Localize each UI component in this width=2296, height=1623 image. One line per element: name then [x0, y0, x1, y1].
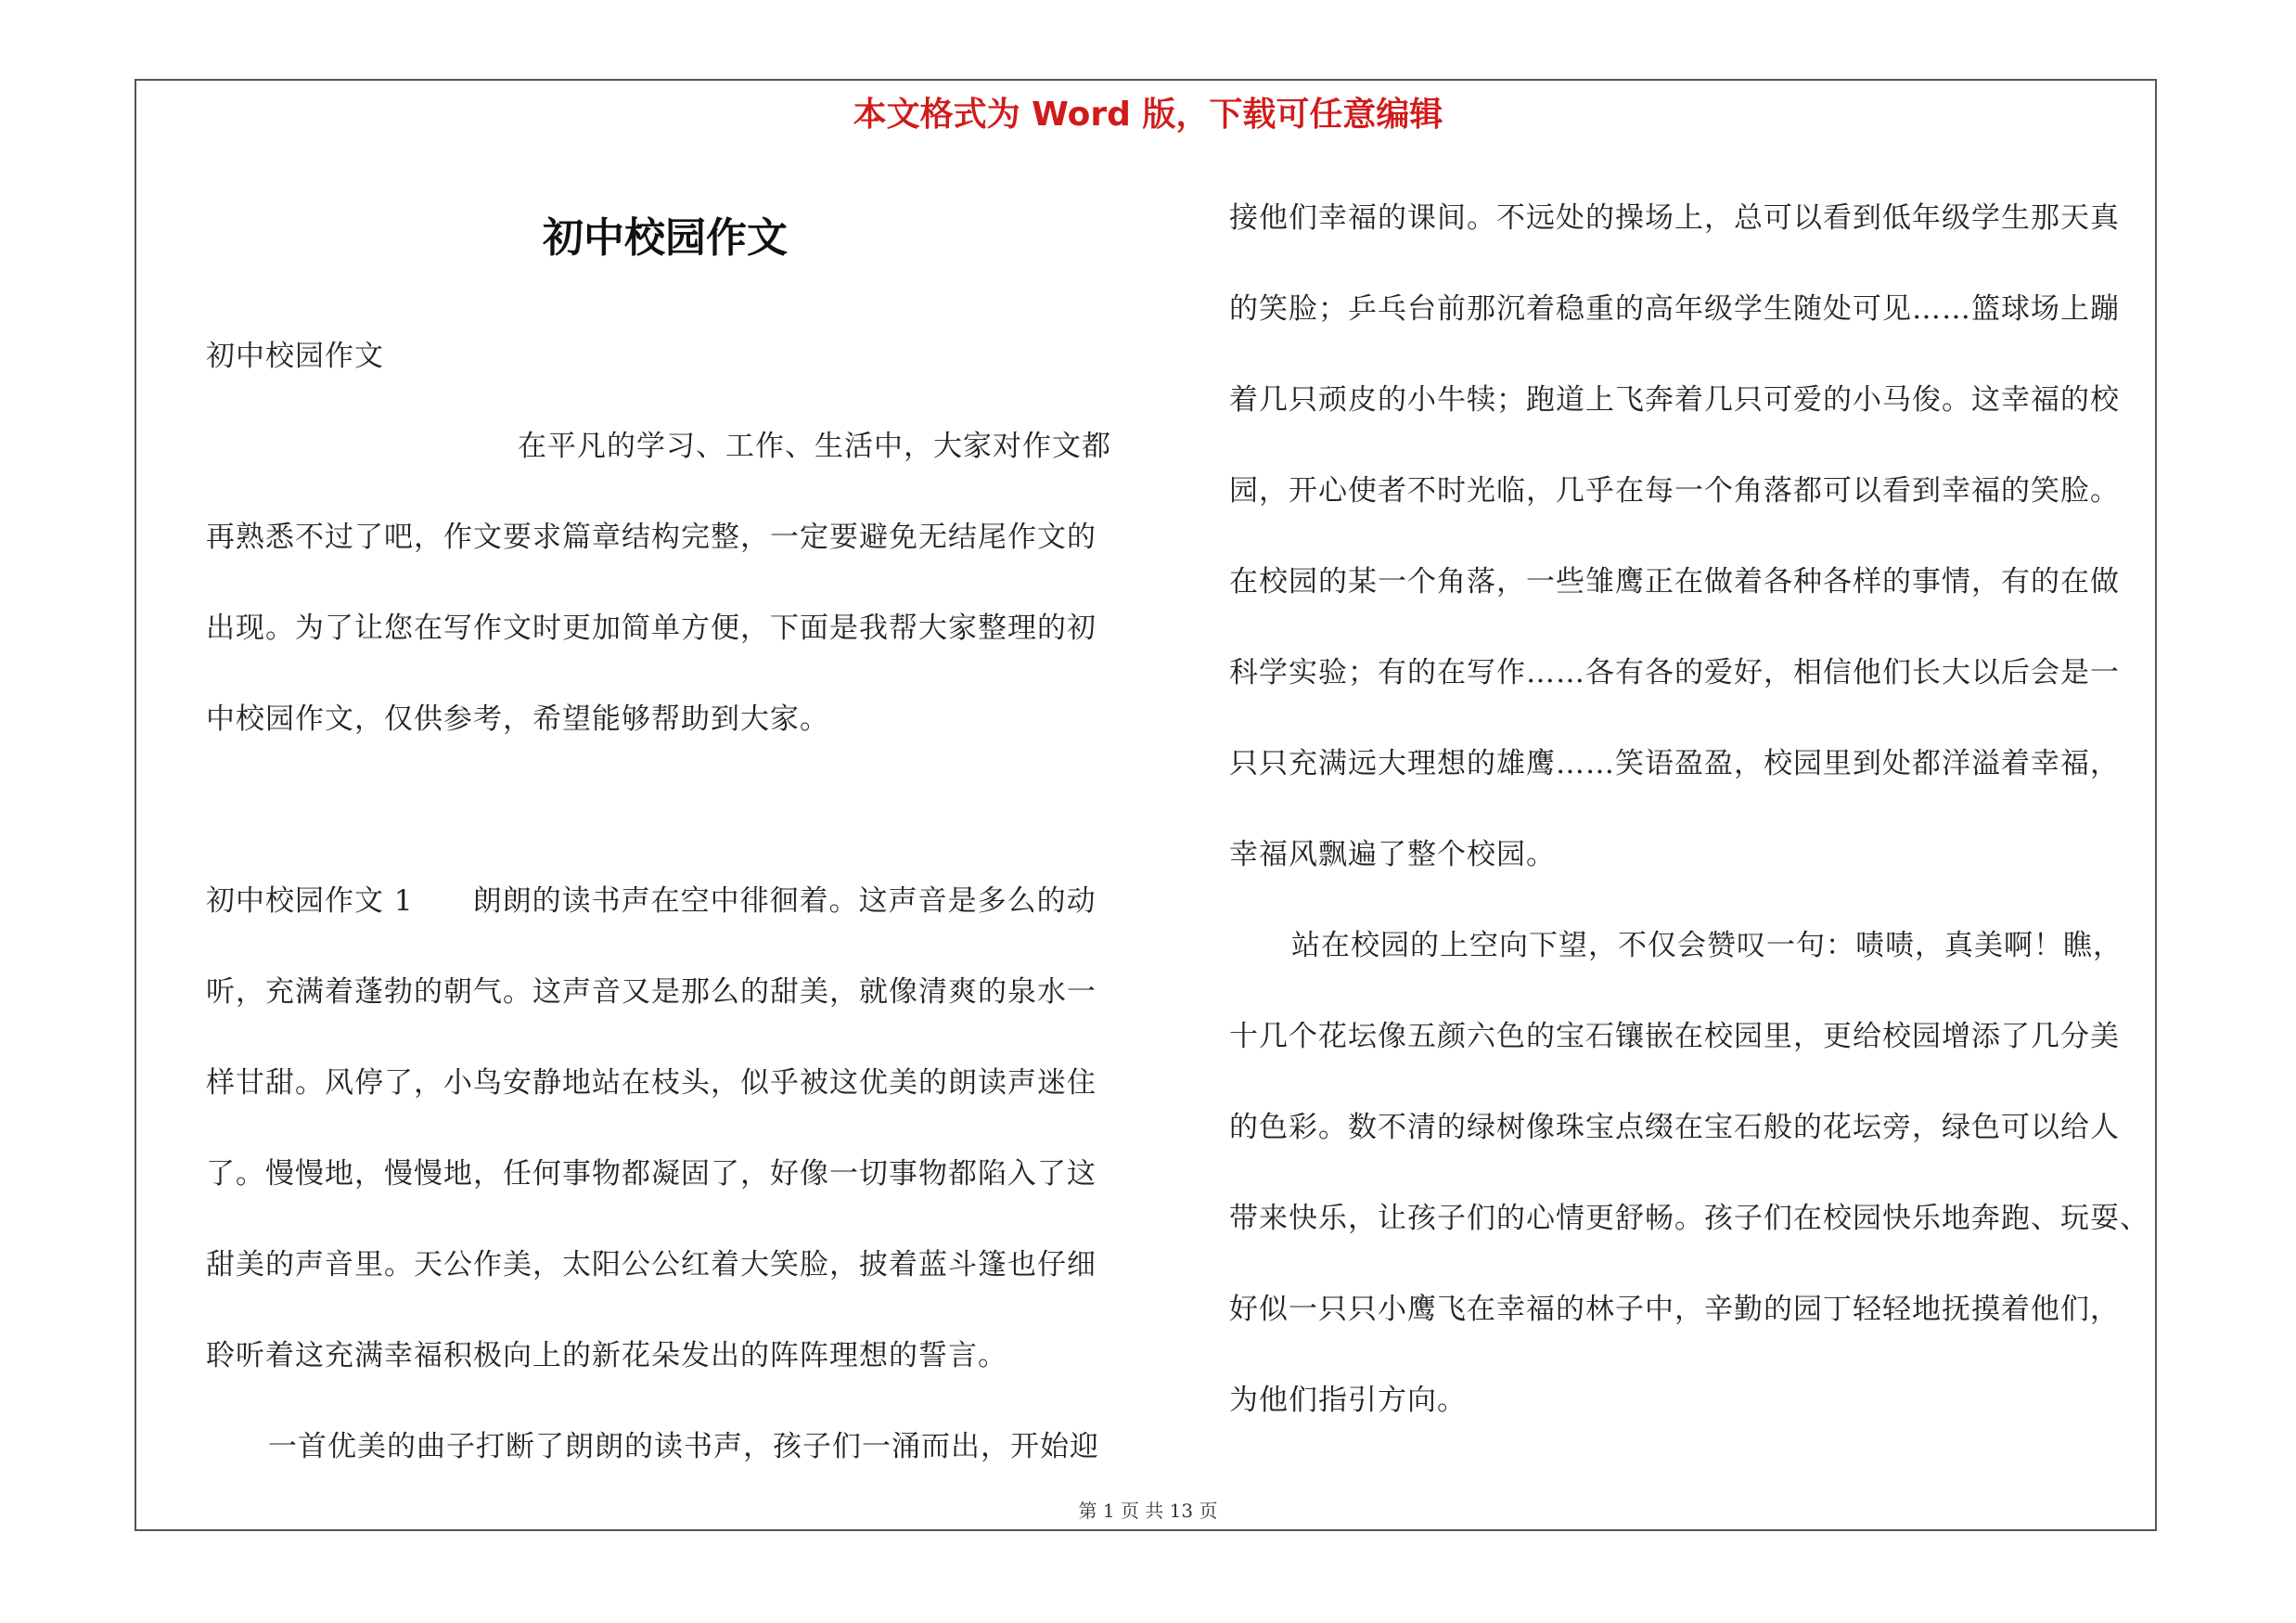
- left-line: 样甘甜。风停了，小鸟安静地站在枝头，似乎被这优美的朗读声迷住: [206, 1066, 1097, 1100]
- right-line: 的色彩。数不清的绿树像珠宝点缀在宝石般的花坛旁，绿色可以给人: [1229, 1111, 2120, 1144]
- right-line: 幸福风飘遍了整个校园。: [1229, 838, 1556, 871]
- right-line: 站在校园的上空向下望，不仅会赞叹一句：啧啧，真美啊！瞧，: [1291, 929, 2123, 962]
- right-line: 园，开心使者不时光临，几乎在每一个角落都可以看到幸福的笑脸。: [1229, 474, 2120, 508]
- left-line: 中校园作文，仅供参考，希望能够帮助到大家。: [206, 702, 829, 736]
- left-line: 出现。为了让您在写作文时更加简单方便，下面是我帮大家整理的初: [206, 612, 1097, 645]
- right-line: 十几个花坛像五颜六色的宝石镶嵌在校园里，更给校园增添了几分美: [1229, 1020, 2120, 1053]
- right-line: 好似一只只小鹰飞在幸福的林子中，辛勤的园丁轻轻地抚摸着他们，: [1229, 1293, 2120, 1326]
- left-line: 一首优美的曲子打断了朗朗的读书声，孩子们一涌而出，开始迎: [268, 1430, 1099, 1463]
- right-line: 带来快乐，让孩子们的心情更舒畅。孩子们在校园快乐地奔跑、玩耍、: [1229, 1202, 2149, 1235]
- right-line: 接他们幸福的课间。不远处的操场上，总可以看到低年级学生那天真: [1229, 201, 2120, 235]
- left-line: 了。慢慢地，慢慢地，任何事物都凝固了，好像一切事物都陷入了这: [206, 1157, 1097, 1191]
- right-line: 为他们指引方向。: [1229, 1384, 1467, 1417]
- right-line: 只只充满远大理想的雄鹰……笑语盈盈，校园里到处都洋溢着幸福，: [1229, 747, 2120, 780]
- right-line: 的笑脸；乒乓台前那沉着稳重的高年级学生随处可见……篮球场上蹦: [1229, 292, 2120, 326]
- left-line: 再熟悉不过了吧，作文要求篇章结构完整，一定要避免无结尾作文的: [206, 521, 1097, 554]
- left-line: 在平凡的学习、工作、生活中，大家对作文都: [518, 430, 1111, 463]
- editable-notice-banner: 本文格式为 Word 版，下载可任意编辑: [853, 96, 1443, 134]
- left-line: 甜美的声音里。天公作美，太阳公公红着大笑脸，披着蓝斗篷也仔细: [206, 1248, 1097, 1282]
- page-number-footer: 第 1 页 共 13 页: [1078, 1500, 1218, 1522]
- right-line: 在校园的某一个角落，一些雏鹰正在做着各种各样的事情，有的在做: [1229, 565, 2120, 599]
- left-line: 听，充满着蓬勃的朝气。这声音又是那么的甜美，就像清爽的泉水一: [206, 975, 1097, 1009]
- left-line: 初中校园作文 1 朗朗的读书声在空中徘徊着。这声音是多么的动: [206, 884, 1097, 918]
- left-line-subtitle: 初中校园作文: [206, 340, 384, 373]
- document-title: 初中校园作文: [543, 214, 788, 262]
- right-line: 着几只顽皮的小牛犊；跑道上飞奔着几只可爱的小马俊。这幸福的校: [1229, 383, 2120, 417]
- left-line: 聆听着这充满幸福积极向上的新花朵发出的阵阵理想的誓言。: [206, 1339, 1007, 1372]
- right-line: 科学实验；有的在写作……各有各的爱好，相信他们长大以后会是一: [1229, 656, 2120, 689]
